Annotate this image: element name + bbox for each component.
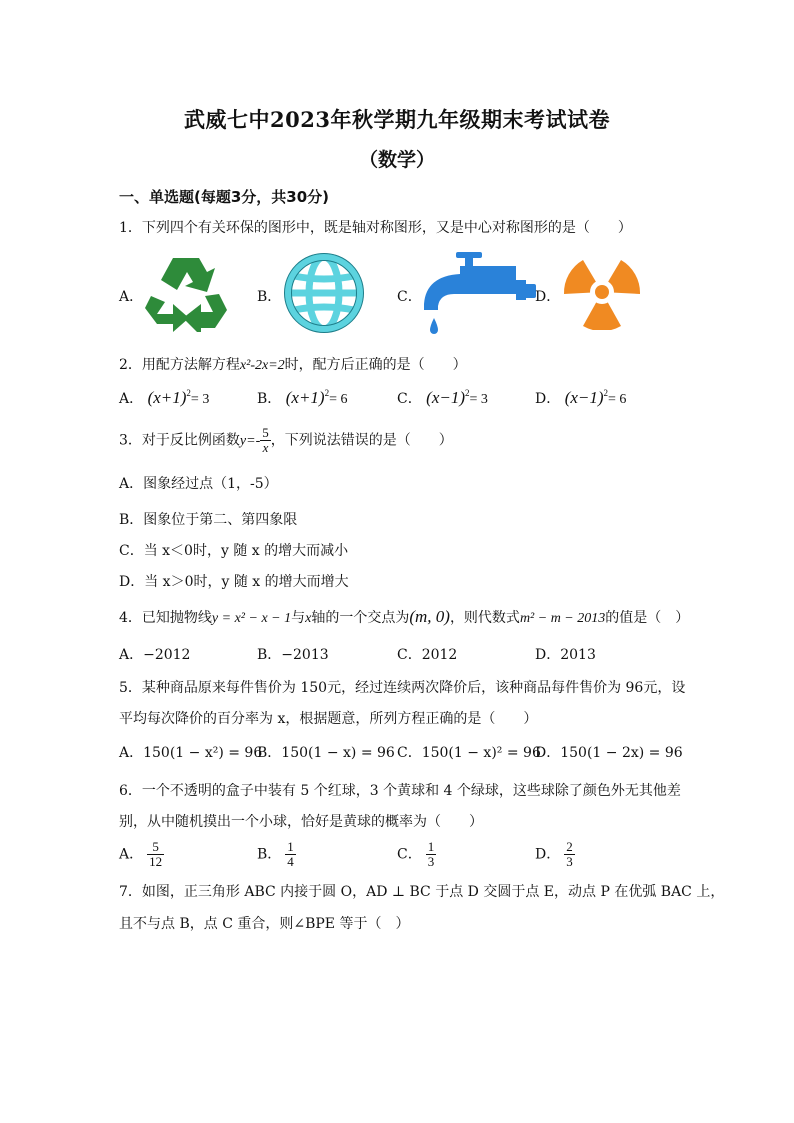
subject-title: （数学） [358, 149, 435, 171]
q4-option-d: D．2013 [535, 647, 596, 663]
q7-line2: 且不与点 B，点 C 重合，则∠BPE 等于（ ） [119, 916, 410, 932]
q5-option-c: C．150(1 − x)² = 96 [397, 745, 541, 761]
q7-line1: 7．如图，正三角形 ABC 内接于圆 O，AD ⊥ BC 于点 D 交圆于点 E，动点 P 在优弧 BAC 上， [119, 884, 725, 900]
q1-option-a-label: A． [119, 289, 144, 305]
q5-option-b: B．150(1 − x) = 96 [257, 745, 395, 761]
q1-option-b-label: B． [257, 289, 282, 305]
q4-stem: 4．已知抛物线y = x² − x − 1与x轴的一个交点为(m, 0)，则代数式m² − m − 2013的值是（ ） [119, 607, 690, 626]
q2-stem: 2．用配方法解方程x²-2x=2时，配方后正确的是（ ） [119, 357, 467, 373]
q4-option-b: B．−2013 [257, 647, 329, 663]
q6-option-b: B． $\frac{1}{4}$ [257, 839, 294, 869]
q1-option-d-label: D． [535, 289, 561, 305]
q3-option-a: A．图象经过点（1，-5） [119, 476, 278, 492]
q6-line2: 别，从中随机摸出一个小球，恰好是黄球的概率为（ ） [119, 814, 483, 830]
recycle-icon [143, 252, 229, 332]
q1-option-c-label: C． [397, 289, 422, 305]
q6-option-c: C． $\frac{1}{3}$ [397, 839, 435, 869]
section-heading: 一、单选题(每题3分，共30分) [119, 188, 330, 206]
q3-option-d: D．当 x＞0时，y 随 x 的增大而增大 [119, 574, 349, 590]
q6-line1: 6．一个不透明的盒子中装有 5 个红球，3 个黄球和 4 个绿球，这些球除了颜色外无其他差 [119, 783, 681, 799]
q3-option-b: B．图象位于第二、第四象限 [119, 512, 298, 528]
q5-line2: 平均每次降价的百分率为 x，根据题意，所列方程正确的是（ ） [119, 711, 538, 727]
q4-option-a: A．−2012 [119, 647, 191, 663]
q3-stem: 3．对于反比例函数y=- $\frac{5}{x}$ ，下列说法错误的是（ ） [119, 425, 453, 455]
q2-option-a: A． $(x+1)^2= 3$ [119, 388, 210, 407]
radiation-icon [561, 256, 643, 330]
q3-option-c: C．当 x＜0时，y 随 x 的增大而减小 [119, 543, 349, 559]
q2-option-d: D． $(x-1)^2= 6$ [535, 388, 627, 407]
page-title: 武威七中2023年秋学期九年级期末考试试卷 [184, 107, 610, 132]
q5-option-d: D．150(1 − 2x) = 96 [535, 745, 683, 761]
q6-option-a: A． $\frac{5}{12}$ [119, 839, 163, 869]
q5-line1: 5．某种商品原来每件售价为 150元，经过连续两次降价后，该种商品每件售价为 96元，设 [119, 680, 686, 696]
q4-option-c: C．2012 [397, 647, 458, 663]
faucet-icon [420, 250, 536, 336]
q1-stem: 1．下列四个有关环保的图形中，既是轴对称图形，又是中心对称图形的是（ ） [119, 220, 632, 236]
q2-option-c: C． $(x-1)^2= 3$ [397, 388, 488, 407]
q5-option-a: A．150(1 − x²) = 96 [119, 745, 263, 761]
q2-option-b: B． $(x+1)^2= 6$ [257, 388, 348, 407]
globe-icon [282, 252, 366, 334]
q6-option-d: D． $\frac{2}{3}$ [535, 839, 573, 869]
